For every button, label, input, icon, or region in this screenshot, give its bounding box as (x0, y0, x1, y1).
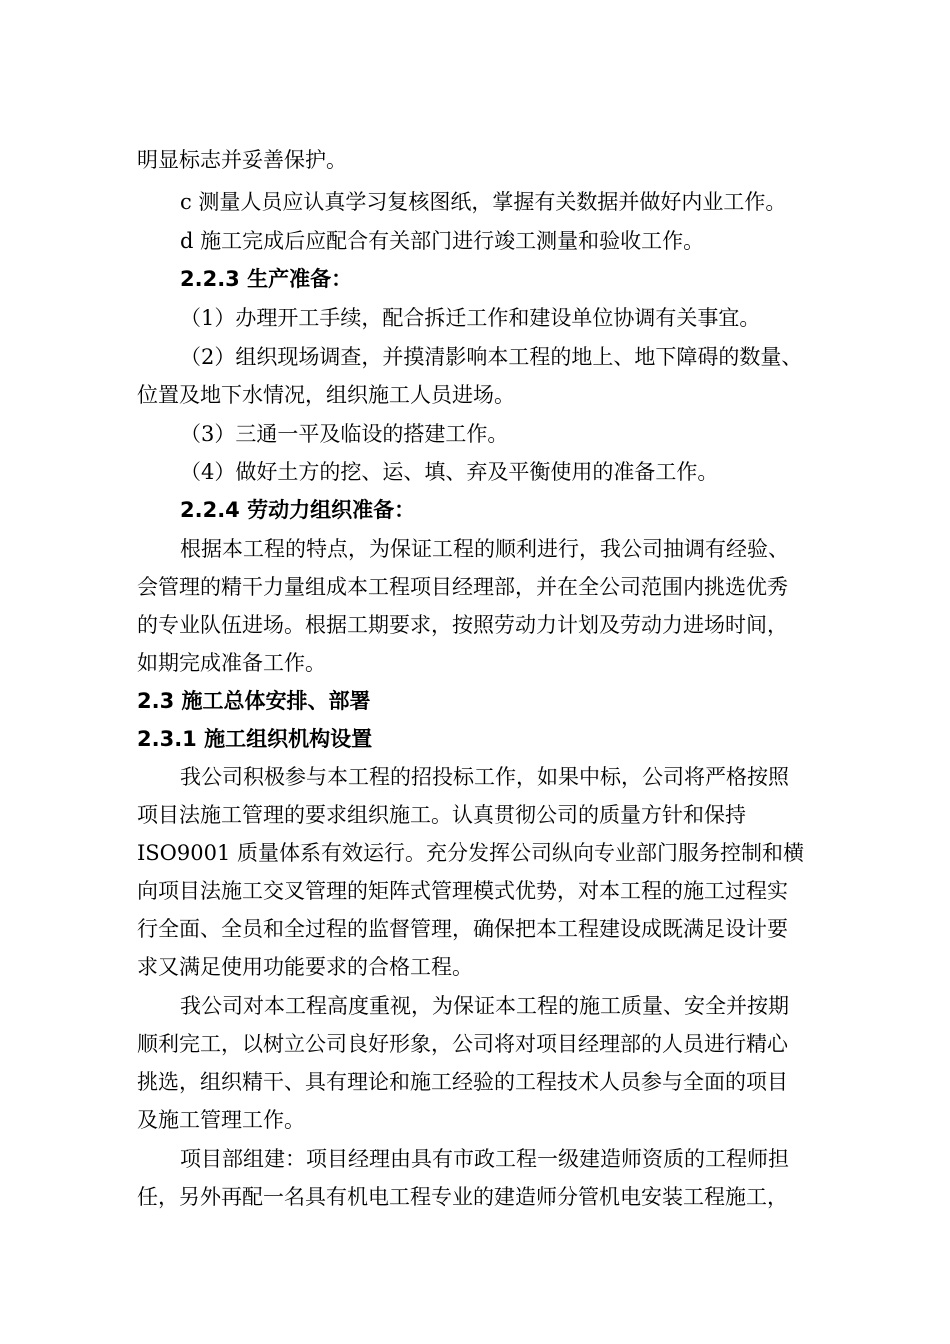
text-line: 顺利完工，以树立公司良好形象，公司将对项目经理部的人员进行精心 (137, 1032, 788, 1056)
text-line: 挑选，组织精干、具有理论和施工经验的工程技术人员参与全面的项目 (137, 1070, 788, 1094)
section-heading: 2.3 施工总体安排、部署 (137, 689, 371, 713)
text-line: 位置及地下水情况，组织施工人员进场。 (137, 383, 515, 407)
section-heading: 2.3.1 施工组织机构设置 (137, 727, 373, 751)
text-line: 的专业队伍进场。根据工期要求，按照劳动力计划及劳动力进场时间， (137, 613, 788, 637)
text-line: 任，另外再配一名具有机电工程专业的建造师分管机电安装工程施工， (137, 1185, 788, 1209)
text-line: （4）做好土方的挖、运、填、弃及平衡使用的准备工作。 (180, 460, 719, 484)
text-line: 求又满足使用功能要求的合格工程。 (137, 955, 473, 979)
text-line: 明显标志并妥善保护。 (137, 148, 347, 172)
section-heading: 2.2.3 生产准备： (180, 267, 353, 291)
text-line: （1）办理开工手续，配合拆迁工作和建设单位协调有关事宜。 (180, 306, 761, 330)
text-line: 我公司积极参与本工程的招投标工作，如果中标，公司将严格按照 (180, 765, 789, 789)
text-line: （3）三通一平及临设的搭建工作。 (180, 422, 509, 446)
text-line: 会管理的精干力量组成本工程项目经理部，并在全公司范围内挑选优秀 (137, 575, 788, 599)
text-line: 我公司对本工程高度重视，为保证本工程的施工质量、安全并按期 (180, 994, 789, 1018)
text-line: d 施工完成后应配合有关部门进行竣工测量和验收工作。 (180, 229, 705, 253)
text-line: 项目部组建：项目经理由具有市政工程一级建造师资质的工程师担 (180, 1147, 789, 1171)
text-line: 根据本工程的特点，为保证工程的顺利进行，我公司抽调有经验、 (180, 537, 789, 561)
text-line: c 测量人员应认真学习复核图纸，掌握有关数据并做好内业工作。 (180, 190, 787, 214)
text-line: 及施工管理工作。 (137, 1108, 305, 1132)
text-line: （2）组织现场调查，并摸清影响本工程的地上、地下障碍的数量、 (180, 345, 803, 369)
text-line: 向项目法施工交叉管理的矩阵式管理模式优势，对本工程的施工过程实 (137, 879, 788, 903)
text-line: 如期完成准备工作。 (137, 651, 326, 675)
text-line: 行全面、全员和全过程的监督管理，确保把本工程建设成既满足设计要 (137, 917, 788, 941)
text-line: ISO9001 质量体系有效运行。充分发挥公司纵向专业部门服务控制和横 (137, 841, 805, 865)
section-heading: 2.2.4 劳动力组织准备： (180, 498, 416, 522)
text-line: 项目法施工管理的要求组织施工。认真贯彻公司的质量方针和保持 (137, 803, 746, 827)
